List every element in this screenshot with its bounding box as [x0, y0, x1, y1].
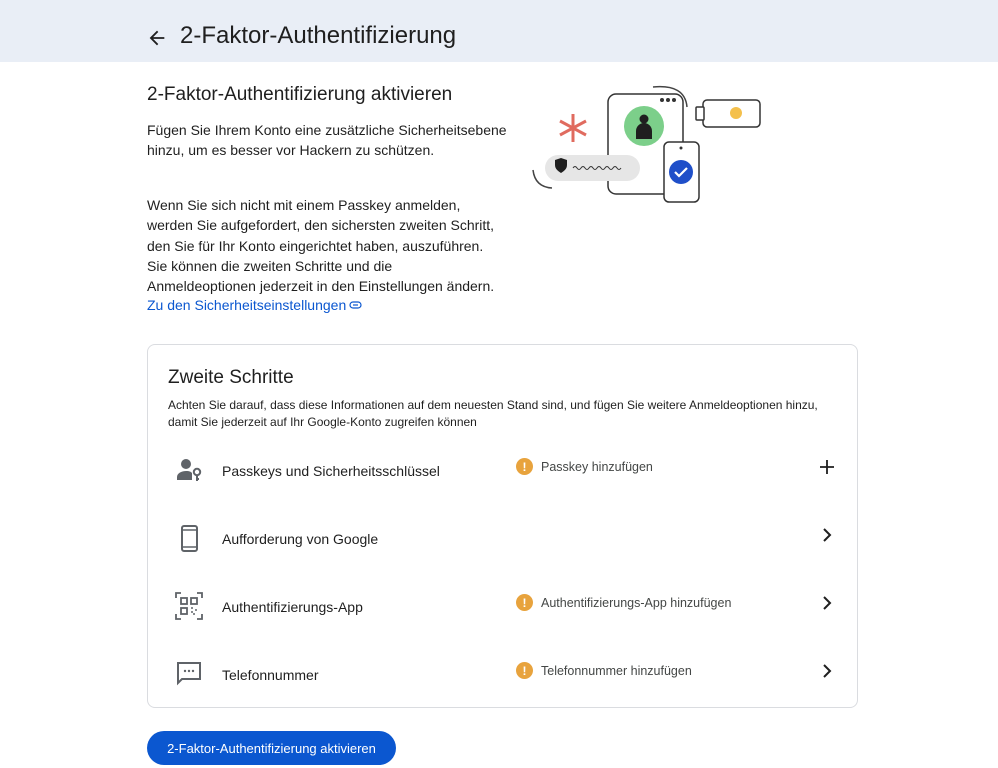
- row-label: Aufforderung von Google: [222, 531, 379, 547]
- row-status: [516, 458, 653, 475]
- chevron-right-icon[interactable]: [816, 660, 838, 682]
- row-authenticator-app[interactable]: [148, 577, 857, 637]
- row-google-prompt[interactable]: [148, 509, 857, 569]
- chevron-right-icon[interactable]: [816, 592, 838, 614]
- chevron-right-icon[interactable]: [816, 524, 838, 546]
- app-header: [0, 0, 998, 62]
- intro-paragraph: Fügen Sie Ihrem Konto eine zusätzliche Sicherheitsebene hinzu, um es besser vor Hackern zu schützen.: [147, 122, 507, 159]
- row-status: [516, 662, 692, 679]
- status-text: Authentifizierungs-App hinzufügen: [541, 595, 732, 610]
- warning-icon: !: [516, 458, 533, 475]
- row-label: Telefonnummer: [222, 667, 319, 683]
- card-description: Achten Sie darauf, dass diese Informationen auf dem neuesten Stand sind, und fügen Sie weitere Anmeldeoptionen hinzu, damit Sie jederzeit auf Ihr Google-Konto zugreifen können: [168, 398, 818, 429]
- row-passkeys[interactable]: [148, 441, 857, 501]
- link-icon: [349, 301, 362, 309]
- intro-paragraph-2: Wenn Sie sich nicht mit einem Passkey anmelden, werden Sie aufgefordert, den sichersten zweiten Schritt, den Sie für Ihr Konto eingerichtet haben, auszuführen. Sie können die zweiten Schritte und die Anmeldeoptionen jederzeit in den Einstellungen ändern.: [147, 197, 495, 295]
- link-label: Zu den Sicherheitseinstellungen: [147, 297, 347, 313]
- second-steps-card: [147, 344, 858, 708]
- security-settings-link[interactable]: [147, 297, 362, 313]
- sms-icon: [175, 660, 203, 688]
- person-key-icon: [175, 456, 203, 484]
- phone-icon: [175, 524, 203, 552]
- page-title: 2-Faktor-Authentifizierung: [180, 22, 457, 49]
- arrow-left-icon[interactable]: [146, 27, 168, 49]
- section-heading: 2-Faktor-Authentifizierung aktivieren: [147, 84, 453, 105]
- plus-icon[interactable]: [816, 456, 838, 478]
- status-text: Passkey hinzufügen: [541, 459, 653, 474]
- qr-code-icon: [175, 592, 203, 620]
- row-label: Passkeys und Sicherheitsschlüssel: [222, 463, 440, 479]
- row-phone-number[interactable]: [148, 645, 857, 705]
- card-title: Zweite Schritte: [168, 367, 294, 388]
- row-status: [516, 594, 731, 611]
- warning-icon: !: [516, 662, 533, 679]
- status-text: Telefonnummer hinzufügen: [541, 663, 692, 678]
- security-illustration: [525, 82, 775, 207]
- row-label: Authentifizierungs-App: [222, 599, 363, 615]
- warning-icon: !: [516, 594, 533, 611]
- enable-2fa-button[interactable]: 2-Faktor-Authentifizierung aktivieren: [147, 731, 396, 765]
